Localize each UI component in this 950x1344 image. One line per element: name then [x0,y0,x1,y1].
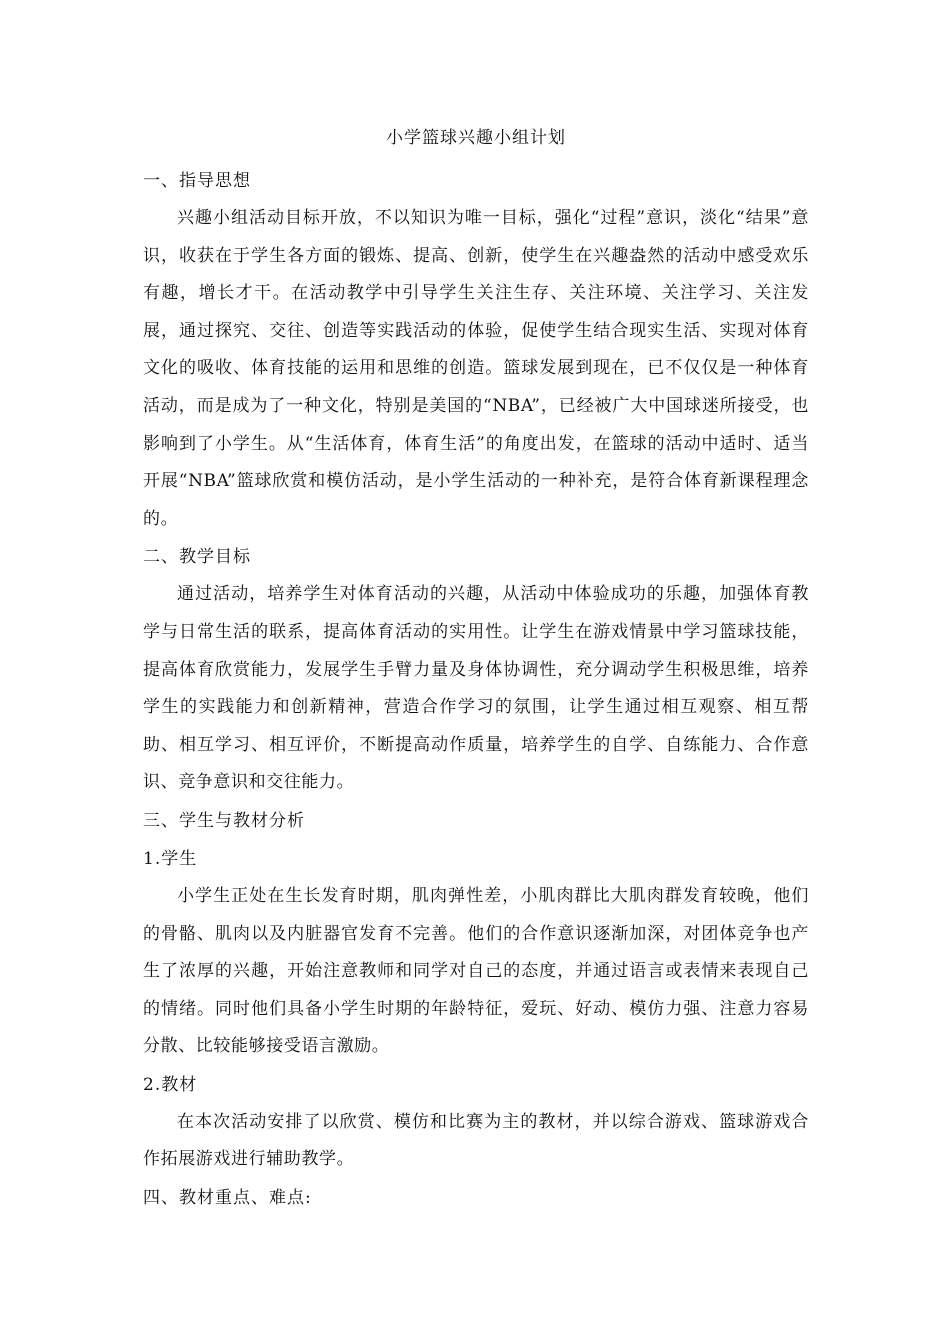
document-page [143,124,809,1217]
section-paragraph: 小学生正处在生长发育时期，肌肉弹性差，小肌肉群比大肌肉群发育较晚，他们的骨骼、肌肉以及内脏器官发育不完善。他们的合作意识逐渐加深，对团体竞争也产生了浓厚的兴趣，开始注意教师和同学对自己的态度，并通过语言或表情来表现自己的情绪。同时他们具备小学生时期的年龄特征，爱玩、好动、模仿力强、注意力容易分散、比较能够接受语言激励。 [143,885,809,1057]
section-heading: 三、学生与教材分析 [143,810,305,831]
section-heading: 一、指导思想 [143,171,251,191]
section-heading: 二、教学目标 [143,547,251,568]
subsection-heading: 2.教材 [143,1074,198,1095]
section-analysis [143,802,809,840]
subsection-materials [143,1066,809,1179]
section-teaching-goals [143,538,809,802]
section-paragraph: 在本次活动安排了以欣赏、模仿和比赛为主的教材，并以综合游戏、篮球游戏合作拓展游戏进行辅助教学。 [143,1111,809,1170]
section-heading: 四、教材重点、难点: [143,1188,312,1209]
document-title: 小学篮球兴趣小组计划 [386,128,566,148]
section-paragraph: 兴趣小组活动目标开放，不以知识为唯一目标，强化“过程”意识，淡化“结果”意识，收获在于学生各方面的锻炼、提高、创新，使学生在兴趣盎然的活动中感受欢乐有趣，增长才干。在活动教学中引导学生关注生存、关注环境、关注学习、关注发展，通过探究、交往、创造等实践活动的体验，促使学生结合现实生活、实现对体育文化的吸收、体育技能的运用和思维的创造。篮球发展到现在，已不仅仅是一种体育活动，而是成为了一种文化，特别是美国的“NBA”，已经被广大中国球迷所接受，也影响到了小学生。从“生活体育，体育生活”的角度出发，在篮球的活动中适时、适当开展“NBA”篮球欣赏和模仿活动，是小学生活动的一种补充，是符合体育新课程理念的。 [143,208,809,529]
subsection-heading: 1.学生 [143,848,198,869]
subsection-students [143,840,809,1066]
section-key-points [143,1179,809,1217]
section-guiding-thought [143,162,809,538]
section-paragraph: 通过活动，培养学生对体育活动的兴趣，从活动中体验成功的乐趣，加强体育教学与日常生活的联系，提高体育活动的实用性。让学生在游戏情景中学习篮球技能，提高体育欣赏能力，发展学生手臂力量及身体协调性，充分调动学生积极思维，培养学生的实践能力和创新精神，营造合作学习的氛围，让学生通过相互观察、相互帮助、相互学习、相互评价，不断提高动作质量，培养学生的自学、自练能力、合作意识、竞争意识和交往能力。 [143,584,809,793]
